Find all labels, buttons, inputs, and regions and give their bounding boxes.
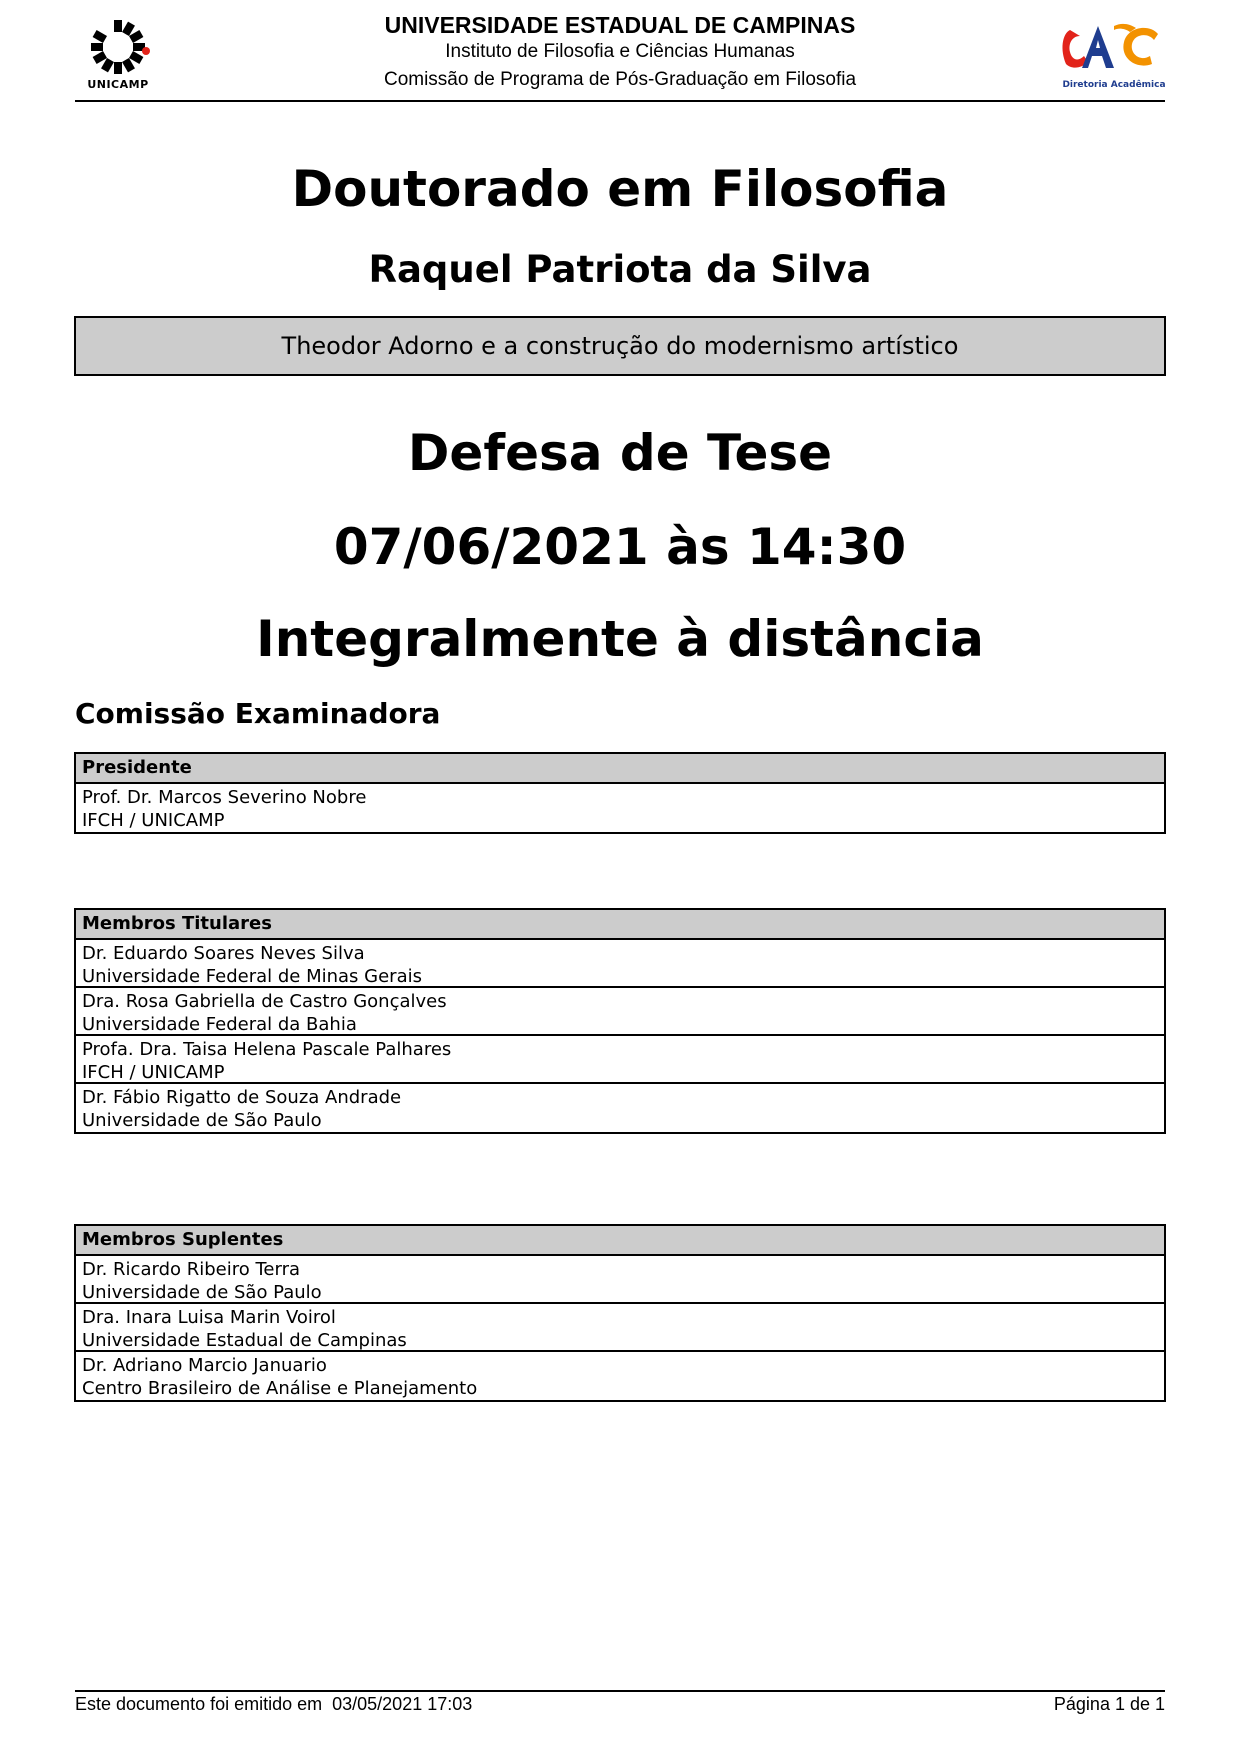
member-institution: Universidade de São Paulo — [82, 1282, 322, 1303]
committee-section-title: Comissão Examinadora — [75, 697, 441, 730]
header-divider — [75, 100, 1165, 102]
program-title: Doutorado em Filosofia — [291, 160, 949, 218]
footer-issued — [75, 1693, 472, 1715]
member-institution: IFCH / UNICAMP — [82, 810, 225, 831]
titulares-table — [74, 908, 1166, 1134]
president-table — [74, 752, 1166, 834]
member-name: Dra. Rosa Gabriella de Castro Gonçalves — [82, 991, 447, 1012]
candidate-name: Raquel Patriota da Silva — [368, 248, 872, 291]
footer-page-info: Página 1 de 1 — [1053, 1694, 1165, 1714]
member-institution: IFCH / UNICAMP — [82, 1062, 225, 1083]
member-institution: Universidade Federal da Bahia — [82, 1014, 357, 1035]
table-row — [76, 1256, 1164, 1304]
table-row — [76, 1036, 1164, 1084]
university-name: UNIVERSIDADE ESTADUAL DE CAMPINAS — [384, 12, 856, 38]
dac-emblem-icon — [1058, 20, 1170, 80]
footer-issued-label: Este documento foi emitido em — [75, 1694, 323, 1714]
event-mode: Integralmente à distância — [256, 610, 984, 668]
member-institution: Universidade de São Paulo — [82, 1110, 322, 1131]
unicamp-logo — [82, 18, 154, 94]
table-row — [76, 784, 1164, 832]
member-name: Dra. Inara Luisa Marin Voirol — [82, 1307, 336, 1328]
table-row — [76, 1352, 1164, 1400]
header-block — [180, 12, 1060, 94]
member-institution: Universidade Federal de Minas Gerais — [82, 966, 422, 987]
table-header: Presidente — [76, 754, 1164, 784]
table-row — [76, 988, 1164, 1036]
table-row — [76, 940, 1164, 988]
footer-issued-date: 03/05/2021 17:03 — [332, 1694, 473, 1714]
commission-name: Comissão de Programa de Pós-Graduação em Filosofia — [383, 69, 857, 90]
member-name: Dr. Adriano Marcio Januario — [82, 1355, 327, 1376]
table-header: Membros Titulares — [76, 910, 1164, 940]
institute-name: Instituto de Filosofia e Ciências Humanas — [445, 41, 795, 62]
table-header: Membros Suplentes — [76, 1226, 1164, 1256]
unicamp-logo-text: UNICAMP — [87, 78, 149, 91]
member-name: Profa. Dra. Taisa Helena Pascale Palhares — [82, 1039, 452, 1060]
suplentes-table — [74, 1224, 1166, 1402]
dac-logo — [1058, 20, 1170, 98]
member-name: Dr. Fábio Rigatto de Souza Andrade — [82, 1087, 402, 1108]
unicamp-emblem-icon — [82, 18, 154, 78]
member-institution: Universidade Estadual de Campinas — [82, 1330, 407, 1351]
table-row — [76, 1304, 1164, 1352]
member-institution: Centro Brasileiro de Análise e Planejamento — [82, 1378, 478, 1399]
member-name: Dr. Ricardo Ribeiro Terra — [82, 1259, 301, 1280]
thesis-title: Theodor Adorno e a construção do modernismo artístico — [74, 316, 1166, 376]
event-datetime: 07/06/2021 às 14:30 — [333, 518, 907, 576]
event-type: Defesa de Tese — [407, 424, 833, 482]
dac-logo-text: Diretoria Acadêmica — [1062, 80, 1166, 90]
footer-divider — [75, 1690, 1165, 1692]
member-name: Dr. Eduardo Soares Neves Silva — [82, 943, 365, 964]
table-row — [76, 1084, 1164, 1132]
member-name: Prof. Dr. Marcos Severino Nobre — [82, 787, 367, 808]
